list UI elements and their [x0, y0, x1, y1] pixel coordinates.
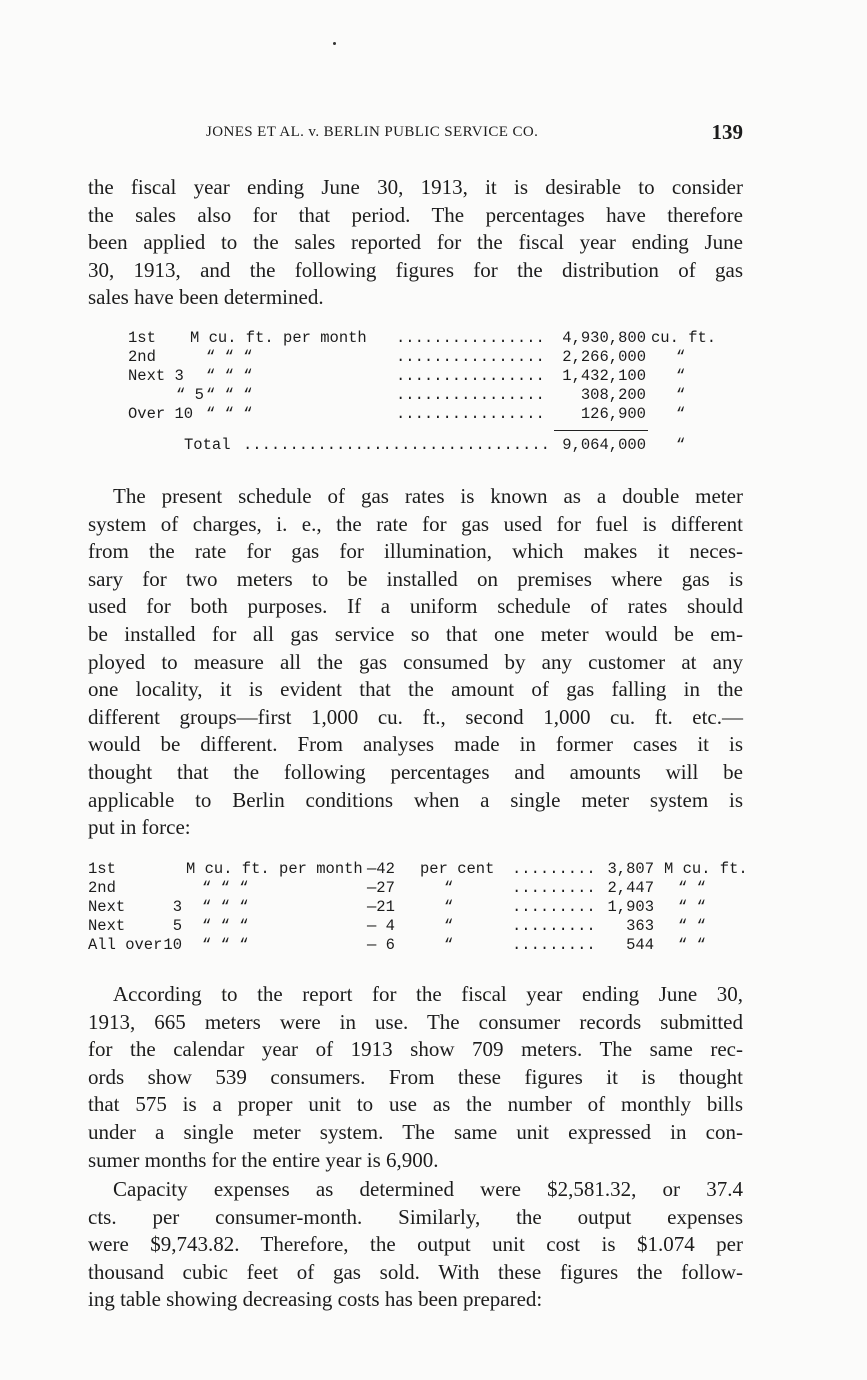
row-unit: “ “ “	[202, 917, 249, 935]
row-unit: “ “ “	[202, 898, 249, 916]
text-line: thousand cubic feet of gas sold. With these figures the follow-	[88, 1259, 743, 1284]
row-value: 308,200	[580, 386, 646, 404]
dot-leader: .........	[512, 860, 596, 878]
dot-leader: ................	[396, 405, 545, 423]
text-line: ployed to measure all the gas consumed by any customer at any	[88, 649, 743, 674]
text-line: thought that the following percentages and amounts will be	[88, 759, 743, 784]
row-unit: “ “ “	[206, 405, 253, 423]
text-line: from the rate for gas for illumination, which makes it neces-	[88, 539, 743, 564]
text-line: the sales also for that period. The percentages have therefore	[88, 202, 743, 227]
running-head: JONES ET AL. v. BERLIN PUBLIC SERVICE CO.	[206, 124, 539, 140]
row-unit: “ “ “	[206, 367, 253, 385]
row-suffix: “	[676, 405, 686, 423]
dot-leader: ................	[396, 329, 545, 347]
row-number: 3	[172, 898, 182, 916]
text-line: different groups—first 1,000 cu. ft., second 1,000 cu. ft. etc.—	[88, 704, 743, 729]
text-line: applicable to Berlin conditions when a single meter system is	[88, 787, 743, 812]
percentage-table	[88, 860, 748, 955]
row-unit: “ “ “	[206, 386, 253, 404]
dot-leader: .........	[512, 936, 596, 954]
table-row	[88, 329, 748, 348]
dot-leader: ................	[396, 348, 545, 366]
table-row	[88, 917, 748, 936]
text-line: put in force:	[88, 815, 191, 840]
total-rule	[554, 430, 648, 431]
text-line: According to the report for the fiscal year ending June 30,	[113, 982, 743, 1006]
row-number: 10	[163, 936, 182, 954]
row-value: 2,266,000	[562, 348, 646, 366]
row-label: All over	[88, 936, 163, 954]
text-line: be installed for all gas service so that one meter would be em-	[88, 621, 743, 646]
paragraph-2	[88, 483, 743, 842]
row-label: Next	[88, 917, 126, 935]
row-percent-unit: “	[444, 879, 454, 897]
row-unit: “ “ “	[202, 936, 249, 954]
page-number: 139	[711, 120, 743, 144]
dot-leader: ................	[396, 386, 545, 404]
row-suffix: “	[676, 367, 686, 385]
row-unit: “ “ “	[206, 348, 253, 366]
text-line: ing table showing decreasing costs has been prepared:	[88, 1287, 543, 1312]
row-percent: —42	[367, 860, 395, 878]
dot-leader: .................................	[243, 436, 550, 454]
dot-leader: .........	[512, 898, 596, 916]
row-label: 1st	[128, 329, 156, 347]
row-percent-unit: “	[444, 936, 454, 954]
row-percent: — 6	[367, 936, 395, 954]
text-line: sary for two meters to be installed on premises where gas is	[88, 566, 743, 591]
row-value: 544	[626, 936, 654, 954]
table-row	[88, 367, 748, 386]
dot-leader: .........	[512, 917, 596, 935]
row-value: 1,903	[607, 898, 654, 916]
row-suffix: “	[676, 348, 686, 366]
row-percent-unit: per cent	[420, 860, 495, 878]
row-label: “ 5	[176, 386, 204, 404]
row-percent: —27	[367, 879, 395, 897]
row-value: 3,807	[607, 860, 654, 878]
text-line: sumer months for the entire year is 6,900.	[88, 1147, 439, 1172]
dot-leader: .........	[512, 879, 596, 897]
total-value: 9,064,000	[562, 436, 646, 454]
table-row	[88, 405, 748, 424]
row-suffix: “	[676, 436, 686, 454]
row-label: 2nd	[88, 879, 116, 897]
row-unit: M cu. ft. per month	[186, 860, 363, 878]
table-row	[88, 898, 748, 917]
text-line: the fiscal year ending June 30, 1913, it is desirable to consider	[88, 175, 743, 199]
text-line: 1913, 665 meters were in use. The consumer records submitted	[88, 1009, 743, 1034]
text-line: Capacity expenses as determined were $2,581.32, or 37.4	[113, 1177, 743, 1201]
text-line: for the calendar year of 1913 show 709 meters. The same rec-	[88, 1037, 743, 1062]
row-suffix: cu. ft.	[651, 329, 717, 347]
total-label: Total	[184, 436, 231, 454]
text-line: that 575 is a proper unit to use as the number of monthly bills	[88, 1092, 743, 1117]
row-label: 1st	[88, 860, 116, 878]
row-suffix: M cu. ft.	[664, 860, 748, 878]
row-percent-unit: “	[444, 898, 454, 916]
row-label: Next	[88, 898, 126, 916]
row-label: Over 10	[128, 405, 194, 423]
row-percent-unit: “	[444, 917, 454, 935]
row-suffix: “ “	[678, 898, 706, 916]
speck	[333, 42, 336, 45]
page-header	[88, 120, 743, 146]
row-suffix: “	[676, 386, 686, 404]
text-line: sales have been determined.	[88, 285, 324, 310]
table-row	[88, 386, 748, 405]
row-value: 1,432,100	[562, 367, 646, 385]
row-value: 126,900	[580, 405, 646, 423]
sales-distribution-table	[88, 329, 748, 455]
row-value: 2,447	[607, 879, 654, 897]
table-total-row	[88, 436, 748, 455]
text-line: system of charges, i. e., the rate for gas used for fuel is different	[88, 511, 743, 536]
table-row	[88, 348, 748, 367]
text-line: used for both purposes. If a uniform schedule of rates should	[88, 594, 743, 619]
row-number: 5	[172, 917, 182, 935]
text-line: The present schedule of gas rates is known as a double meter	[113, 484, 743, 508]
table-row	[88, 860, 748, 879]
row-percent: — 4	[367, 917, 395, 935]
row-unit: “ “ “	[202, 879, 249, 897]
row-value: 363	[626, 917, 654, 935]
row-suffix: “ “	[678, 879, 706, 897]
text-line: were $9,743.82. Therefore, the output unit cost is $1.074 per	[88, 1232, 743, 1257]
row-suffix: “ “	[678, 917, 706, 935]
text-line: would be different. From analyses made in former cases it is	[88, 732, 743, 757]
paragraph-4	[88, 1176, 743, 1314]
row-percent: —21	[367, 898, 395, 916]
row-unit: M cu. ft. per month	[190, 329, 367, 347]
text-line: one locality, it is evident that the amount of gas falling in the	[88, 677, 743, 702]
text-line: cts. per consumer-month. Similarly, the output expenses	[88, 1204, 743, 1229]
paragraph-1	[88, 174, 743, 312]
row-value: 4,930,800	[562, 329, 646, 347]
text-line: under a single meter system. The same unit expressed in con-	[88, 1119, 743, 1144]
text-line: 30, 1913, and the following figures for the distribution of gas	[88, 257, 743, 282]
row-label: 2nd	[128, 348, 156, 366]
table-row	[88, 936, 748, 955]
text-line: been applied to the sales reported for the fiscal year ending June	[88, 230, 743, 255]
table-row	[88, 879, 748, 898]
dot-leader: ................	[396, 367, 545, 385]
paragraph-3	[88, 981, 743, 1174]
row-suffix: “ “	[678, 936, 706, 954]
row-label: Next 3	[128, 367, 184, 385]
text-line: ords show 539 consumers. From these figures it is thought	[88, 1064, 743, 1089]
